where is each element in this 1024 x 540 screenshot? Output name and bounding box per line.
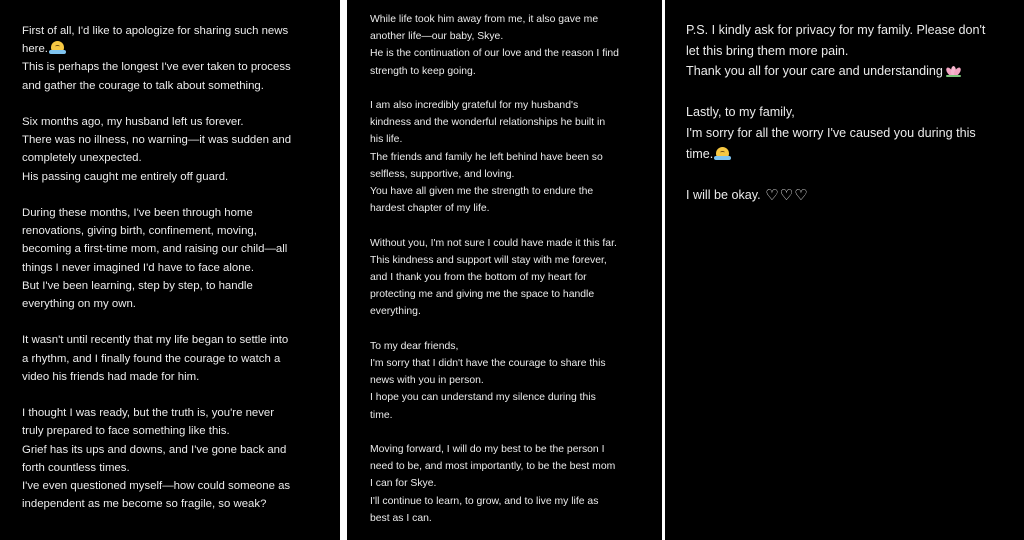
text-line: He is the continuation of our love and the reason I find — [370, 48, 619, 60]
text-line: everything on my own. — [22, 298, 136, 311]
text-line — [686, 185, 1024, 206]
text-line: and gather the courage to talk about something. — [22, 79, 264, 92]
text-line: forth countless times. — [22, 461, 130, 474]
text-line: protecting me and giving me the space to handle — [370, 289, 595, 301]
text-line: selfless, supportive, and loving. — [370, 168, 515, 180]
text-line: Without you, I'm not sure I could have made it this far. — [370, 237, 617, 249]
text-line: I thought I was ready, but the truth is, you're never — [22, 407, 275, 420]
text-panel-right — [665, 0, 1024, 540]
text-line: best as I can. — [370, 512, 432, 524]
text-line: things I never imagined I'd have to face alone. — [22, 261, 255, 274]
text-line: To my dear friends, — [370, 340, 459, 352]
paragraph-gap — [22, 386, 340, 404]
text-line: kindness and the wonderful relationships he built in — [370, 117, 606, 129]
lotus-icon — [946, 66, 961, 77]
text-line: Grief has its ups and downs, and I've gone back and — [22, 443, 287, 456]
text-line: This kindness and support will stay with me forever, — [370, 254, 607, 266]
text-line: You have all given me the strength to endure the — [370, 186, 594, 198]
text-line-content: time. — [686, 146, 714, 161]
text-line — [22, 40, 340, 58]
text-line: During these months, I've been through home — [22, 207, 253, 219]
paragraph-gap — [370, 217, 662, 234]
text-line: His passing caught me entirely off guard. — [22, 170, 229, 183]
text-line: truly prepared to face something like this. — [22, 425, 230, 438]
text-line: let this bring them more pain. — [686, 43, 849, 58]
white-heart-icon: ♡ — [794, 185, 808, 204]
paragraph-gap — [22, 313, 340, 331]
paragraph-gap — [22, 95, 340, 113]
text-line: There was no illness, no warning—it was sudden and — [22, 134, 292, 147]
crying-face-icon — [51, 41, 64, 54]
text-line: I've even questioned myself—how could someone as — [22, 480, 291, 493]
text-line: This is perhaps the longest I've ever taken to process — [22, 61, 291, 74]
text-line: becoming a first-time mom, and raising our child—all — [22, 243, 288, 256]
text-line: time. — [370, 409, 393, 421]
text-line: I can for Skye. — [370, 478, 437, 490]
text-line: Six months ago, my husband left us forever. — [22, 116, 244, 128]
text-line: and I thank you from the bottom of my heart for — [370, 272, 587, 284]
white-heart-icon: ♡ — [779, 185, 794, 204]
text-line — [686, 144, 1024, 165]
crying-face-icon — [716, 147, 729, 160]
text-line: completely unexpected. — [22, 152, 142, 165]
text-line: a rhythm, and I finally found the courage to watch a — [22, 352, 281, 365]
paragraph-gap — [686, 82, 1024, 103]
text-line: Lastly, to my family, — [686, 105, 795, 120]
text-line: The friends and family he left behind have been so — [370, 151, 603, 163]
text-line: But I've been learning, step by step, to handle — [22, 279, 253, 292]
paragraph-gap — [370, 424, 662, 441]
text-line: First of all, I'd like to apologize for sharing such news — [22, 25, 289, 37]
text-line — [686, 61, 1024, 82]
text-line: video his friends had made for him. — [22, 370, 200, 383]
text-panel-left — [0, 0, 340, 540]
paragraph-gap — [686, 164, 1024, 185]
text-line: I'm sorry for all the worry I've caused you during this — [686, 125, 976, 140]
text-line: P.S. I kindly ask for privacy for my family. Please don't — [686, 23, 986, 37]
paragraph-gap — [370, 321, 662, 338]
text-line: strength to keep going. — [370, 65, 476, 77]
text-line: another life—our baby, Skye. — [370, 31, 504, 43]
text-line: news with you in person. — [370, 375, 484, 387]
white-heart-icon: ♡ — [765, 185, 779, 204]
text-line: I am also incredibly grateful for my husband's — [370, 100, 579, 111]
text-line: I hope you can understand my silence during this — [370, 392, 596, 404]
text-line: everything. — [370, 306, 421, 318]
text-line: hardest chapter of my life. — [370, 203, 490, 215]
text-line-content: I will be okay. — [686, 187, 761, 202]
paragraph-gap — [22, 186, 340, 204]
text-line: While life took him away from me, it also gave me — [370, 14, 599, 25]
text-line: independent as me become so fragile, so weak? — [22, 498, 267, 511]
text-line: I'm sorry that I didn't have the courage to share this — [370, 358, 606, 370]
text-line: I'll continue to learn, to grow, and to live my life as — [370, 495, 599, 507]
text-line: Moving forward, I will do my best to be the person I — [370, 444, 605, 456]
paragraph-gap — [370, 80, 662, 97]
text-line: It wasn't until recently that my life began to settle into — [22, 334, 289, 347]
text-line: need to be, and most importantly, to be the best mom — [370, 461, 616, 473]
text-line: renovations, giving birth, confinement, moving, — [22, 225, 257, 238]
text-line: his life. — [370, 134, 403, 146]
text-panel-middle — [347, 0, 662, 540]
text-line-content: here. — [22, 43, 48, 56]
text-line-content: Thank you all for your care and understanding — [686, 64, 943, 79]
